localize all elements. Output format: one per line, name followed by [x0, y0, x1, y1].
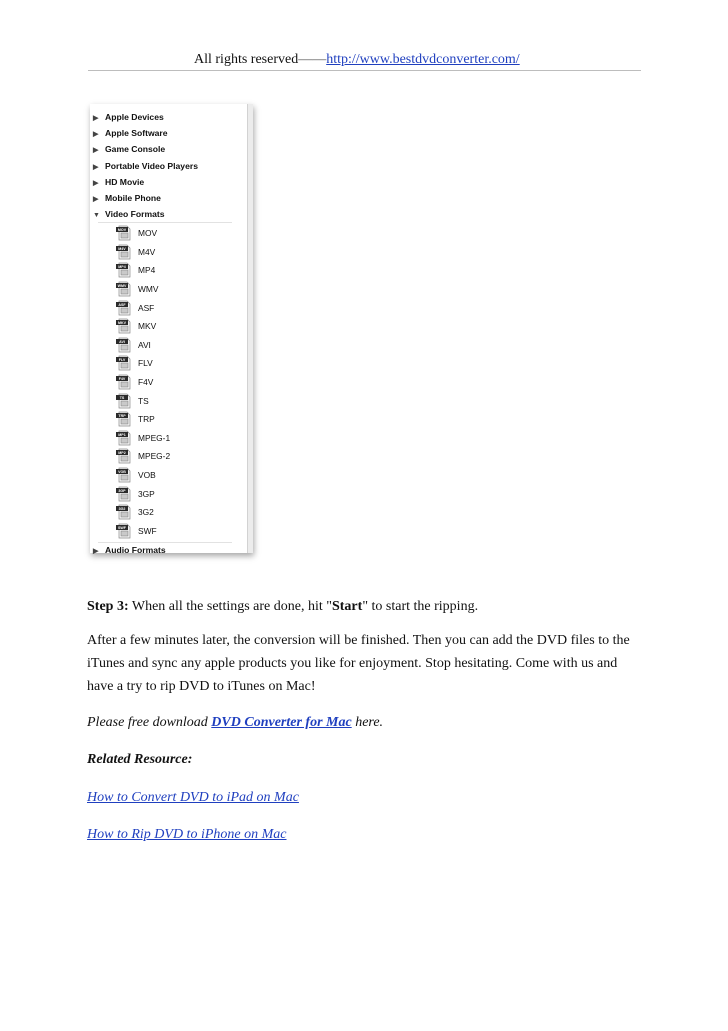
- video-file-icon: [116, 430, 132, 446]
- conclusion-paragraph: After a few minutes later, the conversion will be finished. Then you can add the DVD files to the iTunes and sync any apple products you like for enjoyment. Stop hesitating. Come with us and have a try to rip DVD to iTunes on Mac!: [87, 633, 630, 694]
- category-label: Audio Formats: [105, 545, 166, 556]
- related-link-item: [87, 786, 647, 809]
- website-link[interactable]: http://www.bestdvdconverter.com/: [326, 52, 520, 67]
- disclosure-collapsed-icon[interactable]: ▶: [93, 196, 99, 203]
- video-file-icon: [116, 467, 132, 483]
- page-header: [88, 50, 641, 71]
- related-heading: Related Resource:: [87, 752, 193, 767]
- video-file-icon: [116, 225, 132, 241]
- category-video-formats[interactable]: [93, 207, 165, 221]
- format-label: VOB: [138, 470, 156, 480]
- category-label: Mobile Phone: [105, 193, 161, 203]
- format-label: TRP: [138, 414, 155, 425]
- format-badge-text: VOB: [118, 470, 126, 474]
- header-dash: ——: [298, 52, 327, 67]
- disclosure-collapsed-icon[interactable]: ▶: [93, 179, 99, 187]
- list-divider: [98, 222, 232, 223]
- video-file-icon: [116, 300, 132, 316]
- disclosure-expanded-icon[interactable]: ▼: [93, 212, 100, 220]
- video-file-icon: [116, 355, 132, 371]
- format-badge-text: SWF: [118, 525, 126, 530]
- video-file-icon: [116, 374, 132, 390]
- format-label: 3G2: [138, 507, 154, 518]
- step-3-text-b: " to start the ripping.: [362, 599, 479, 614]
- video-file-icon: [116, 448, 132, 464]
- format-label: MP4: [138, 265, 156, 276]
- category-mobile-phone[interactable]: [93, 191, 161, 205]
- video-file-icon: [116, 504, 132, 520]
- category-apple-devices[interactable]: [93, 110, 164, 124]
- start-keyword: Start: [331, 599, 363, 614]
- format-badge-text: FLV: [118, 358, 126, 363]
- format-label: F4V: [138, 377, 154, 387]
- format-badge-text: MP2: [118, 451, 126, 456]
- video-file-icon: [116, 244, 132, 260]
- format-badge-text: 3G2: [118, 507, 126, 512]
- dvd-converter-link[interactable]: DVD Converter for Mac: [211, 715, 352, 730]
- video-file-icon: [116, 337, 132, 353]
- download-suffix: here.: [351, 715, 384, 730]
- format-badge-text: AVI: [119, 339, 125, 344]
- format-label: ASF: [138, 302, 155, 313]
- disclosure-collapsed-icon[interactable]: ▶: [93, 163, 99, 171]
- disclosure-collapsed-icon[interactable]: ▶: [93, 548, 99, 556]
- format-label: TS: [138, 395, 149, 406]
- disclosure-collapsed-icon[interactable]: ▶: [93, 147, 99, 155]
- format-badge-text: TS: [119, 395, 125, 400]
- format-badge-text: F4V: [118, 377, 126, 381]
- category-audio-formats[interactable]: [93, 543, 166, 557]
- category-label: Portable Video Players: [105, 160, 198, 171]
- format-label: FLV: [138, 358, 153, 369]
- format-badge-text: ASF: [118, 302, 126, 307]
- video-file-icon: [116, 281, 132, 297]
- copyright-text: All rights reserved: [194, 52, 299, 67]
- related-link-ipad[interactable]: How to Convert DVD to iPad on Mac: [87, 790, 299, 805]
- format-label: 3GP: [138, 488, 155, 499]
- video-file-icon: [116, 486, 132, 502]
- related-link-iphone[interactable]: How to Rip DVD to iPhone on Mac: [87, 827, 287, 842]
- format-badge-text: MKV: [118, 321, 126, 326]
- category-hd-movie[interactable]: [93, 175, 144, 189]
- format-label: M4V: [138, 246, 156, 257]
- format-label: MOV: [138, 228, 158, 239]
- format-badge-text: MP1: [118, 432, 126, 437]
- video-file-icon: [116, 523, 132, 539]
- profile-list-panel: [90, 104, 253, 556]
- disclosure-collapsed-icon[interactable]: ▶: [93, 131, 99, 139]
- category-label: Game Console: [105, 144, 166, 155]
- format-label: MPEG-2: [138, 451, 171, 462]
- related-link-item: [87, 823, 647, 846]
- category-game-console[interactable]: [93, 142, 165, 156]
- format-badge-text: 3GP: [118, 488, 126, 493]
- disclosure-collapsed-icon[interactable]: ▶: [93, 115, 99, 122]
- step-3-paragraph: [87, 595, 647, 618]
- format-badge-text: WMV: [117, 284, 127, 288]
- format-badge-text: MOV: [117, 228, 127, 233]
- category-label: HD Movie: [105, 176, 145, 187]
- format-label: MKV: [138, 321, 157, 332]
- format-badge-text: TRP: [118, 414, 126, 419]
- format-label: MPEG-1: [138, 432, 171, 443]
- step-3-text-a: When all the settings are done, hit ": [128, 599, 332, 614]
- category-label: Video Formats: [105, 209, 165, 220]
- download-prefix: Please free download: [87, 715, 212, 730]
- video-file-icon: [116, 262, 132, 278]
- step-3-label: Step 3:: [87, 599, 129, 614]
- category-apple-software[interactable]: [93, 126, 168, 140]
- format-label: AVI: [138, 339, 151, 350]
- download-paragraph: [87, 711, 647, 734]
- panel-scrollbar[interactable]: [247, 104, 253, 553]
- video-file-icon: [116, 393, 132, 409]
- category-portable-video-players[interactable]: [93, 159, 198, 173]
- video-file-icon: [116, 318, 132, 334]
- format-label: SWF: [138, 525, 157, 536]
- format-badge-text: MP4: [118, 265, 126, 270]
- format-badge-text: M4V: [118, 246, 126, 251]
- profile-tree: [90, 104, 248, 556]
- category-label: Apple Software: [105, 128, 168, 139]
- format-label: WMV: [138, 284, 159, 294]
- video-file-icon: [116, 411, 132, 427]
- category-label: Apple Devices: [105, 112, 164, 122]
